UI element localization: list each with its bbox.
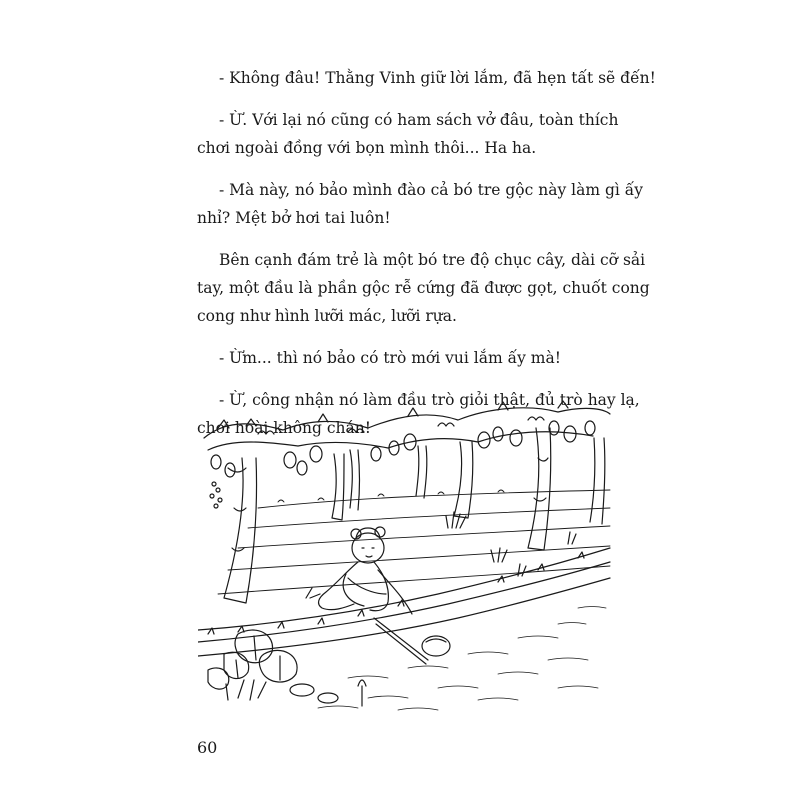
text-line: Bên cạnh đám trẻ là một bó tre độ chục cây, dài cỡ sải [219,251,646,269]
taro-leaves [208,630,366,706]
paragraph-5 [197,344,617,372]
paragraph-1 [197,64,656,92]
text-line: cong như hình lưỡi mác, lưỡi rựa. [197,307,457,325]
bamboo-stick [374,618,450,664]
story-illustration [198,398,612,720]
text-line: chơi hoài không chán! [197,419,371,437]
text-line: tay, một đầu là phần gộc rễ cứng đã được gọt, chuốt cong [197,279,650,297]
paragraph-4 [197,246,650,330]
tree-trunks [224,428,605,603]
text-line: chơi ngoài đồng với bọn mình thôi... Ha ha. [197,139,537,157]
text-line: - Mà này, nó bảo mình đào cả bó tre gộc này làm gì ấy [219,181,644,199]
text-line: nhỉ? Mệt bở hơi tai luôn! [197,209,391,227]
text-line: - Ừm... thì nó bảo có trò mới vui lắm ấy mà! [219,349,561,367]
paragraph-3 [197,176,644,232]
paragraph-2 [197,106,617,162]
text-line: - Ừ. Với lại nó cũng có ham sách vở đâu, toàn thích [219,111,619,129]
text-line: - Không đâu! Thằng Vinh giữ lời lắm, đã hẹn tất sẽ đến! [219,69,656,87]
text-line: - Ừ, công nhận nó làm đầu trò giỏi thật, đủ trò hay lạ, [219,391,640,409]
reeds [446,512,576,576]
page-number: 60 [197,738,218,757]
water-ripples [318,607,606,711]
